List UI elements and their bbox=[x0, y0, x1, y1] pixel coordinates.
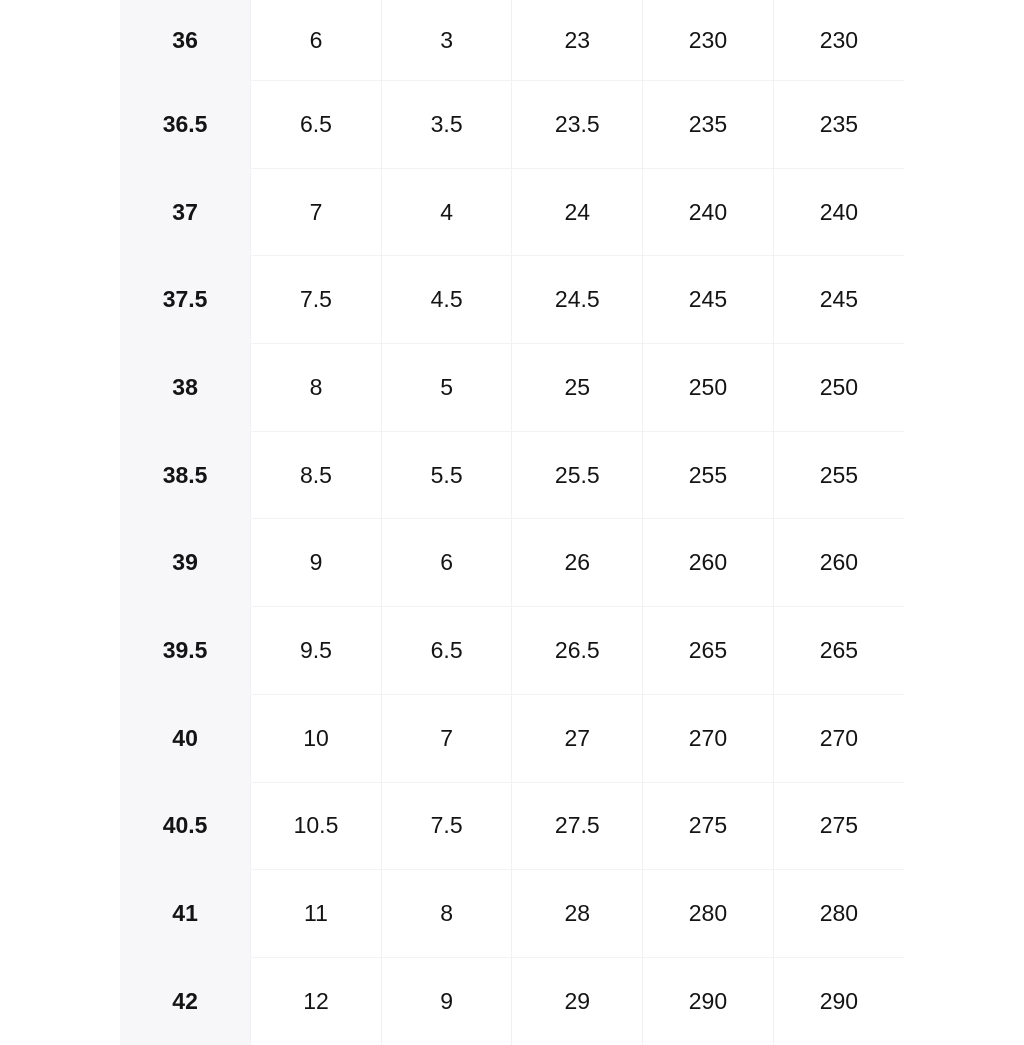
eu-size-cell: 37 bbox=[120, 168, 251, 256]
eu-size-cell: 39.5 bbox=[120, 607, 251, 695]
size-value-cell: 245 bbox=[773, 256, 904, 344]
size-value-cell: 3.5 bbox=[381, 81, 512, 169]
size-value-cell: 235 bbox=[643, 81, 774, 169]
size-value-cell: 275 bbox=[643, 782, 774, 870]
size-value-cell: 10.5 bbox=[251, 782, 382, 870]
size-value-cell: 260 bbox=[643, 519, 774, 607]
eu-size-cell: 40 bbox=[120, 694, 251, 782]
size-value-cell: 290 bbox=[819, 987, 859, 1014]
table-row bbox=[120, 782, 904, 870]
size-value-cell: 245 bbox=[643, 256, 774, 344]
size-value-cell: 255 bbox=[643, 431, 774, 519]
size-value-cell: 28 bbox=[512, 870, 643, 958]
size-value-cell: 24.5 bbox=[512, 256, 643, 344]
size-value-cell: 280 bbox=[773, 870, 904, 958]
size-value-cell: 9 bbox=[381, 957, 512, 1044]
size-value-cell: 11 bbox=[251, 870, 382, 958]
size-value-cell: 26 bbox=[512, 519, 643, 607]
size-value-cell: 24 bbox=[512, 168, 643, 256]
size-value-cell: 7.5 bbox=[381, 782, 512, 870]
size-value-cell: 3 bbox=[381, 0, 512, 81]
table-row bbox=[120, 694, 904, 782]
size-value-cell: 230 bbox=[643, 0, 774, 81]
table-row bbox=[120, 957, 904, 1044]
size-value-cell: 29 bbox=[512, 957, 643, 1044]
size-value-cell: 270 bbox=[773, 694, 904, 782]
size-value-cell: 10 bbox=[251, 694, 382, 782]
size-value-cell: 7 bbox=[251, 168, 382, 256]
size-value-cell: 5.5 bbox=[381, 431, 512, 519]
eu-size-cell: 39 bbox=[120, 519, 251, 607]
size-value-cell: 25 bbox=[512, 344, 643, 432]
eu-size-cell: 37.5 bbox=[120, 256, 251, 344]
table-row bbox=[120, 519, 904, 607]
size-value-cell: 7 bbox=[381, 694, 512, 782]
table-row bbox=[120, 256, 904, 344]
size-value-cell: 240 bbox=[643, 168, 774, 256]
size-value-cell: 9.5 bbox=[251, 607, 382, 695]
size-value-cell: 290 bbox=[643, 957, 774, 1044]
table-row bbox=[120, 870, 904, 958]
eu-size-cell: 41 bbox=[120, 870, 251, 958]
table-row bbox=[120, 81, 904, 169]
table-row bbox=[120, 0, 904, 81]
size-chart-table bbox=[120, 0, 904, 1045]
size-value-cell: 5 bbox=[381, 344, 512, 432]
size-value-cell: 260 bbox=[773, 519, 904, 607]
size-value-cell: 250 bbox=[643, 344, 774, 432]
size-value-cell: 240 bbox=[773, 168, 904, 256]
size-value-cell: 8 bbox=[381, 870, 512, 958]
size-value-cell: 265 bbox=[643, 607, 774, 695]
size-value-cell: 8.5 bbox=[251, 431, 382, 519]
eu-size-cell: 42 bbox=[120, 957, 251, 1044]
size-value-cell: 23.5 bbox=[512, 81, 643, 169]
eu-size-cell: 38 bbox=[120, 344, 251, 432]
size-value-cell: 27.5 bbox=[512, 782, 643, 870]
size-value-cell: 27 bbox=[512, 694, 643, 782]
eu-size-cell: 36.5 bbox=[120, 81, 251, 169]
size-value-cell: 8 bbox=[251, 344, 382, 432]
size-value-cell: 7.5 bbox=[251, 256, 382, 344]
size-value-cell: 6.5 bbox=[251, 81, 382, 169]
size-value-cell: 26.5 bbox=[512, 607, 643, 695]
size-value-cell: 235 bbox=[773, 81, 904, 169]
size-value-cell: 4.5 bbox=[381, 256, 512, 344]
size-value-cell: 23 bbox=[512, 0, 643, 81]
size-value-cell: 255 bbox=[773, 431, 904, 519]
size-value-cell: 280 bbox=[643, 870, 774, 958]
size-value-cell: 230 bbox=[773, 0, 904, 81]
size-value-cell: 6 bbox=[381, 519, 512, 607]
size-value-cell: 12 bbox=[251, 957, 382, 1044]
size-value-cell: 4 bbox=[381, 168, 512, 256]
table-row bbox=[120, 431, 904, 519]
table-row bbox=[120, 168, 904, 256]
size-value-cell: 25.5 bbox=[512, 431, 643, 519]
size-value-cell: 9 bbox=[251, 519, 382, 607]
size-chart-body bbox=[120, 0, 904, 1045]
eu-size-cell: 36 bbox=[120, 0, 251, 81]
table-row bbox=[120, 344, 904, 432]
size-value-cell: 6.5 bbox=[381, 607, 512, 695]
size-value-cell: 270 bbox=[643, 694, 774, 782]
eu-size-cell: 40.5 bbox=[120, 782, 251, 870]
size-value-cell: 250 bbox=[773, 344, 904, 432]
size-value-cell: 6 bbox=[251, 0, 382, 81]
size-value-cell: 265 bbox=[773, 607, 904, 695]
eu-size-cell: 38.5 bbox=[120, 431, 251, 519]
table-row bbox=[120, 607, 904, 695]
size-value-cell: 275 bbox=[773, 782, 904, 870]
